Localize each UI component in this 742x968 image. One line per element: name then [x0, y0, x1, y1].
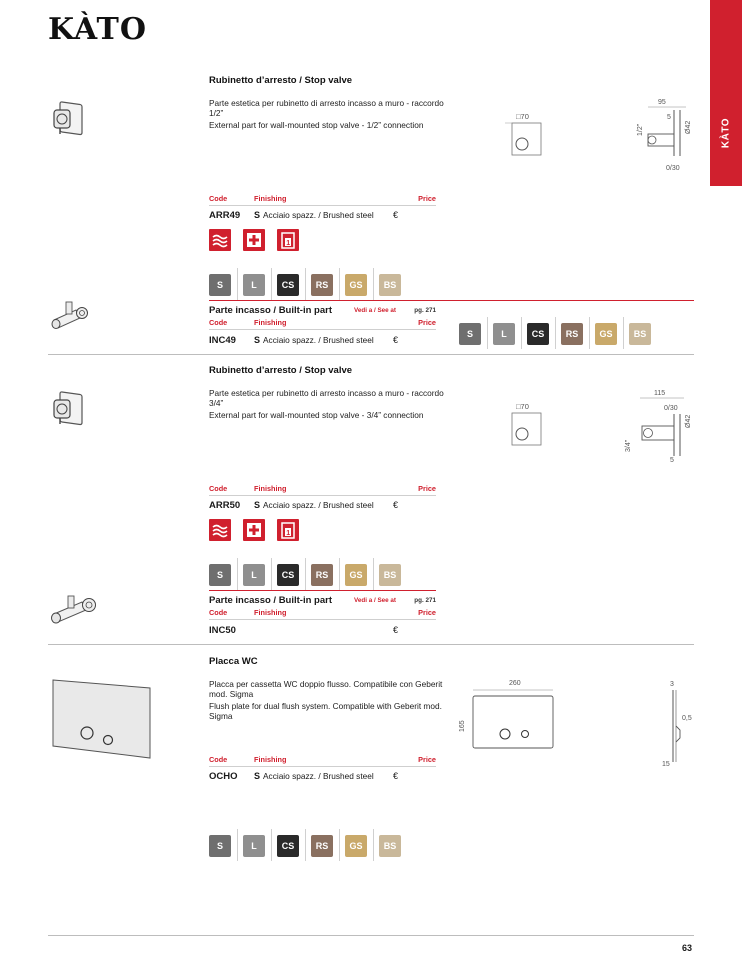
swatch-separator — [271, 829, 272, 861]
finish-swatch-cs: CS — [277, 274, 299, 296]
swatch-separator — [555, 317, 556, 349]
page-reference: pg. 271 — [414, 597, 436, 604]
dimension-label: 1/2” — [637, 123, 644, 136]
product-description — [209, 679, 449, 721]
table-header — [209, 194, 436, 206]
swatch-separator — [271, 268, 272, 300]
dimension-label: 15 — [662, 761, 670, 768]
finish-swatch-gs: GS — [345, 564, 367, 586]
dimension-label: 3 — [670, 681, 674, 688]
built-in-part-row — [209, 595, 436, 607]
product-title: Rubinetto d’arresto / Stop valve — [209, 75, 353, 86]
dimension-label: 0/30 — [666, 165, 680, 172]
see-at-link[interactable]: Vedi a / See at — [354, 597, 397, 604]
section-divider — [48, 354, 694, 355]
front-view-drawing — [454, 676, 564, 756]
finish-swatch-cs: CS — [277, 835, 299, 857]
class-1-icon — [277, 229, 299, 251]
finish-swatches — [209, 564, 409, 586]
table-header — [209, 608, 436, 620]
side-tab-label: KÀTO — [720, 117, 732, 149]
price-currency: € — [393, 500, 399, 510]
table-row — [209, 625, 436, 638]
table-header — [209, 755, 436, 767]
stop-valve-photo — [48, 96, 90, 138]
product-description — [209, 388, 449, 420]
header-finishing: Finishing — [254, 608, 287, 617]
dimension-label: 260 — [509, 680, 521, 687]
dimension-label: 0,5 — [682, 715, 692, 722]
header-code: Code — [209, 484, 228, 493]
brand-logo: KÀTO — [48, 12, 147, 47]
dimension-label: Ø42 — [685, 120, 692, 134]
product-code: ARR50 — [209, 500, 241, 511]
table-row — [209, 771, 436, 784]
finish-swatch-s: S — [209, 835, 231, 857]
header-price: Price — [418, 755, 436, 764]
water-flow-icon — [209, 229, 231, 251]
swatch-separator — [237, 829, 238, 861]
header-price: Price — [418, 194, 436, 203]
finish-swatch-l: L — [243, 835, 265, 857]
footer-divider — [48, 935, 694, 936]
swatch-separator — [373, 558, 374, 590]
swiss-cross-icon — [243, 229, 265, 251]
svg-text:1: 1 — [286, 530, 291, 537]
header-code: Code — [209, 318, 228, 327]
description-it: Parte estetica per rubinetto di arresto incasso a muro - raccordo 1/2” — [209, 98, 444, 118]
dimension-label: 5 — [670, 457, 674, 464]
front-dimension: □70 — [516, 112, 529, 121]
description-it: Parte estetica per rubinetto di arresto incasso a muro - raccordo 3/4” — [209, 388, 444, 408]
dimension-label: 0/30 — [664, 405, 678, 412]
built-in-title: Parte incasso / Built-in part — [209, 595, 332, 606]
header-price: Price — [418, 484, 436, 493]
swatch-separator — [339, 829, 340, 861]
finishing — [254, 210, 374, 220]
finish-swatch-bs: BS — [379, 274, 401, 296]
finish-swatch-gs: GS — [345, 274, 367, 296]
swiss-cross-icon — [243, 519, 265, 541]
finishing — [254, 335, 374, 345]
finish-swatch-bs: BS — [379, 835, 401, 857]
header-finishing: Finishing — [254, 484, 287, 493]
dimension-label: 95 — [658, 99, 666, 106]
price-currency: € — [393, 210, 399, 220]
built-in-part-photo — [48, 590, 100, 626]
table-row — [209, 335, 436, 348]
product-title: Placca WC — [209, 656, 258, 667]
finish-swatch-rs: RS — [561, 323, 583, 345]
finish-swatch-bs: BS — [379, 564, 401, 586]
finishing-text: Acciaio spazz. / Brushed steel — [263, 771, 374, 781]
table-row — [209, 500, 436, 513]
finish-swatch-s: S — [459, 323, 481, 345]
finish-swatch-bs: BS — [629, 323, 651, 345]
red-divider — [209, 300, 694, 301]
front-view-drawing — [505, 400, 555, 450]
header-code: Code — [209, 194, 228, 203]
finish-swatch-rs: RS — [311, 564, 333, 586]
stop-valve-photo — [48, 386, 90, 428]
finish-swatch-l: L — [243, 274, 265, 296]
finishing-code: S — [254, 771, 261, 781]
water-flow-icon — [209, 519, 231, 541]
finish-swatch-s: S — [209, 564, 231, 586]
finishing — [254, 771, 374, 781]
side-view-drawing — [620, 386, 694, 464]
dimension-label: 3/4” — [625, 439, 632, 452]
header-price: Price — [418, 318, 436, 327]
swatch-separator — [487, 317, 488, 349]
header-code: Code — [209, 755, 228, 764]
description-en: External part for wall-mounted stop valve - 3/4” connection — [209, 410, 424, 420]
finish-swatch-rs: RS — [311, 274, 333, 296]
dimension-label: Ø42 — [685, 414, 692, 428]
finishing-code: S — [254, 335, 261, 345]
dimension-label: 5 — [667, 114, 671, 121]
table-header — [209, 318, 436, 330]
dimension-label: 115 — [654, 390, 666, 397]
finish-swatch-rs: RS — [311, 835, 333, 857]
header-finishing: Finishing — [254, 194, 287, 203]
table-row — [209, 210, 436, 223]
page-reference: pg. 271 — [414, 307, 436, 314]
finish-swatches — [209, 835, 409, 857]
table-header — [209, 484, 436, 496]
swatch-separator — [271, 558, 272, 590]
swatch-separator — [339, 268, 340, 300]
finish-swatch-cs: CS — [527, 323, 549, 345]
finish-swatch-l: L — [243, 564, 265, 586]
swatch-separator — [589, 317, 590, 349]
header-code: Code — [209, 608, 228, 617]
red-divider — [209, 590, 436, 591]
swatch-separator — [373, 268, 374, 300]
finishing-code: S — [254, 500, 261, 510]
finish-swatches — [209, 274, 409, 296]
side-tab — [710, 0, 742, 186]
header-finishing: Finishing — [254, 318, 287, 327]
finish-swatch-s: S — [209, 274, 231, 296]
finish-swatches — [459, 323, 659, 345]
product-title: Rubinetto d’arresto / Stop valve — [209, 365, 353, 376]
description-it: Placca per cassetta WC doppio flusso. Compatibile con Geberit mod. Sigma — [209, 679, 443, 699]
finish-swatch-cs: CS — [277, 564, 299, 586]
finish-swatch-gs: GS — [595, 323, 617, 345]
side-view-drawing — [628, 96, 694, 174]
front-dimension: □70 — [516, 402, 529, 411]
finish-swatch-gs: GS — [345, 835, 367, 857]
price-currency: € — [393, 771, 399, 781]
description-en: External part for wall-mounted stop valve - 1/2” connection — [209, 120, 424, 130]
section-divider — [48, 644, 694, 645]
swatch-separator — [305, 829, 306, 861]
price-currency: € — [393, 335, 399, 345]
swatch-separator — [339, 558, 340, 590]
finishing — [254, 500, 374, 510]
product-code: INC49 — [209, 335, 236, 346]
swatch-separator — [237, 268, 238, 300]
finishing-code: S — [254, 210, 261, 220]
swatch-separator — [373, 829, 374, 861]
finish-swatch-l: L — [493, 323, 515, 345]
product-description — [209, 98, 449, 130]
price-currency: € — [393, 625, 399, 635]
built-in-title: Parte incasso / Built-in part — [209, 305, 332, 316]
swatch-separator — [305, 558, 306, 590]
swatch-separator — [237, 558, 238, 590]
svg-text:1: 1 — [286, 240, 291, 247]
swatch-separator — [305, 268, 306, 300]
finishing-text: Acciaio spazz. / Brushed steel — [263, 500, 374, 510]
dimension-label: 165 — [459, 720, 466, 732]
built-in-part-row — [209, 305, 436, 317]
finishing-text: Acciaio spazz. / Brushed steel — [263, 210, 374, 220]
product-code: INC50 — [209, 625, 236, 636]
built-in-part-photo — [48, 298, 92, 330]
finishing-text: Acciaio spazz. / Brushed steel — [263, 335, 374, 345]
flush-plate-photo — [50, 676, 154, 760]
side-view-drawing — [660, 676, 694, 770]
page-number: 63 — [681, 943, 692, 953]
see-at-link[interactable]: Vedi a / See at — [354, 307, 397, 314]
description-en: Flush plate for dual flush system. Compatible with Geberit mod. Sigma — [209, 701, 442, 721]
swatch-separator — [521, 317, 522, 349]
product-code: ARR49 — [209, 210, 241, 221]
class-1-icon — [277, 519, 299, 541]
swatch-separator — [623, 317, 624, 349]
header-price: Price — [418, 608, 436, 617]
product-code: OCHO — [209, 771, 238, 782]
header-finishing: Finishing — [254, 755, 287, 764]
front-view-drawing — [505, 110, 555, 160]
